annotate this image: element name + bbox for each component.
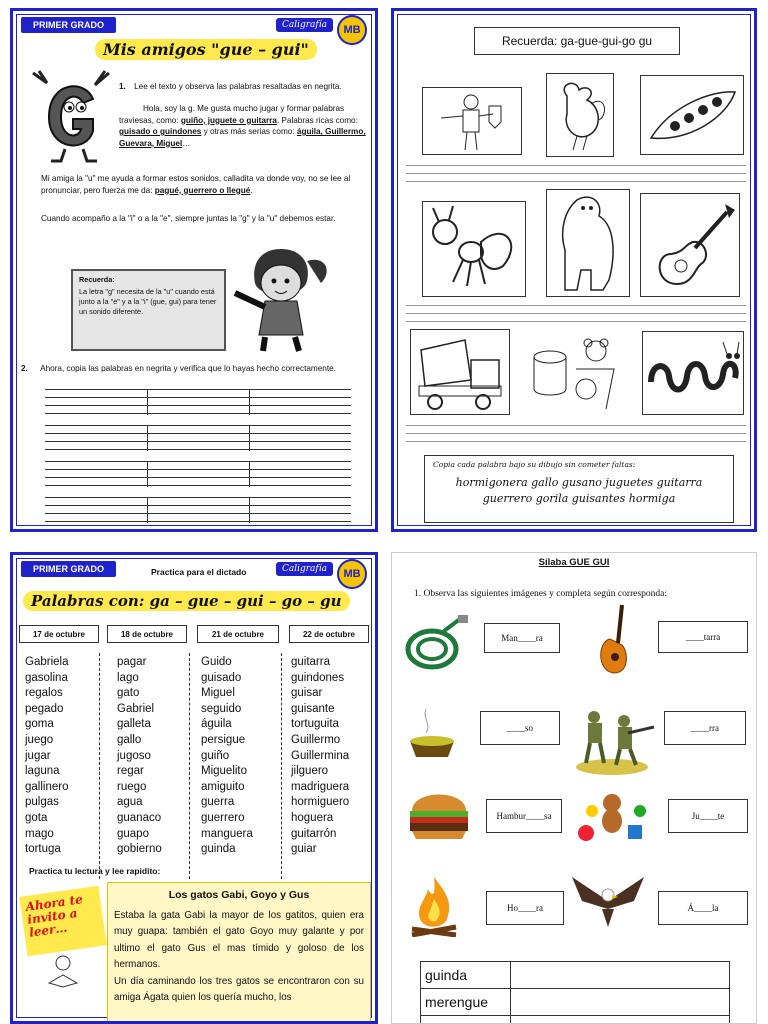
word-item: gallo — [117, 733, 142, 746]
q1-instruction: Lee el texto y observa las palabras resaltadas en negrita. — [134, 82, 342, 91]
word-item: persigue — [201, 733, 246, 746]
dictation-subtitle: Practica para el dictado — [151, 567, 247, 577]
table-row — [421, 962, 730, 989]
table-write-cell[interactable] — [511, 962, 730, 989]
gallo-picture — [546, 73, 614, 157]
word-item: tortuga — [25, 843, 61, 856]
word-box-hamburguesa[interactable]: Hambur____sa — [486, 799, 562, 833]
word-item: guisado — [201, 671, 242, 684]
q1-number: 1. — [119, 82, 126, 91]
gusano-picture — [642, 331, 744, 415]
word-item: Gabriela — [25, 656, 69, 668]
soldiers-picture — [568, 697, 658, 779]
word-item: lago — [117, 671, 139, 684]
word-box-guerra[interactable]: ____rra — [664, 711, 746, 745]
table-row — [421, 1016, 730, 1024]
word-item: seguido — [201, 702, 242, 715]
word-item: gato — [117, 687, 140, 700]
word-item: Guillermo — [291, 733, 341, 746]
word-item: jugar — [25, 749, 51, 762]
word-item: jugoso — [117, 749, 151, 762]
date-box-4: 22 de octubre — [289, 625, 369, 643]
worksheet-page-4 — [391, 552, 757, 1024]
practice-instruction: Practica tu lectura y lee rapidito: — [29, 866, 161, 876]
guitarra-picture — [640, 193, 740, 297]
gorila-picture — [546, 189, 630, 297]
word-item: jilguero — [291, 765, 329, 778]
grade-label: PRIMER GRADO — [21, 561, 116, 577]
word-box-manguera[interactable]: Man____ra — [484, 623, 560, 653]
recuerda-text: La letra "g" necesita de la "u" cuando está junto a la "e" y a la "i" (gue, gui) para tener un sonido diferente. — [79, 287, 217, 316]
word-item: ruego — [117, 780, 147, 793]
guitarra-picture — [588, 601, 638, 681]
recuerda-syllables-box: Recuerda: ga-gue-gui-go gu — [474, 27, 680, 55]
page-title: Sílaba GUE GUI — [538, 557, 610, 568]
guisante-picture — [640, 75, 744, 155]
word-item: guitarrón — [291, 827, 337, 840]
word-item: laguna — [25, 765, 60, 778]
word-item: juego — [25, 733, 54, 746]
word-item: gallinero — [25, 780, 69, 793]
page-title: Palabras con: ga – gue – gui – go – gu — [23, 591, 350, 611]
column-divider — [189, 653, 190, 879]
word-item: hormiguero — [291, 796, 350, 809]
word-column-2 — [117, 655, 162, 858]
word-item: guiar — [291, 843, 317, 856]
writing-lines-4[interactable] — [45, 497, 351, 523]
letter-g-character-image — [29, 69, 115, 165]
word-item: pegado — [25, 702, 64, 715]
recuerda-title: Recuerda: — [79, 275, 115, 284]
words-line-1: hormigonera gallo gusano juguetes guitarra — [455, 476, 703, 489]
word-item: manguera — [201, 827, 253, 840]
table-word: merengue — [421, 989, 511, 1016]
word-item: mago — [25, 827, 54, 840]
word-item: pagar — [117, 656, 147, 668]
word-item: Gabriel — [117, 702, 155, 715]
paragraph-1: Hola, soy la g. Me gusta mucho jugar y formar palabras traviesas, como: guiño, juguete o guitarra. Palabras ricas como: guisado o guindones y otras más serias como: águila, Guillermo, Guevara, Miguel… — [119, 104, 366, 148]
word-item: guinda — [201, 843, 236, 856]
writing-lines-3[interactable] — [45, 461, 351, 487]
writing-lines-1[interactable] — [45, 389, 351, 415]
juguetes-picture — [572, 789, 652, 847]
word-column-3 — [201, 655, 253, 858]
word-item: guerra — [201, 796, 235, 809]
word-item: galleta — [117, 718, 151, 731]
word-item: gota — [25, 811, 48, 824]
q2-number: 2. — [21, 364, 28, 373]
table-write-cell[interactable] — [511, 1016, 730, 1024]
word-box-aguila[interactable]: Á____la — [658, 891, 748, 925]
words-line-2: guerrero gorila guisantes hormiga — [482, 492, 676, 505]
word-column-4 — [291, 655, 349, 858]
word-item: tortuguita — [291, 718, 339, 731]
word-item: águila — [201, 718, 232, 731]
mb-logo: MB — [337, 15, 367, 45]
exercise-instruction: 1. Observa las siguientes imágenes y completa según corresponda: — [414, 589, 667, 599]
story-paragraph-2: Un día caminando los tres gatos se encontraron con su amiga Ágata quien los quería mucho, los — [114, 975, 364, 1003]
page-title: Mis amigos "gue – gui" — [95, 39, 317, 60]
table-word — [421, 1016, 511, 1024]
copy-words-box — [424, 455, 734, 523]
reading-child-icon — [43, 953, 83, 989]
story-box — [107, 882, 371, 1024]
word-item: guitarra — [291, 656, 330, 668]
word-item: amiguito — [201, 780, 245, 793]
juguetes-picture — [526, 329, 624, 415]
table-write-cell[interactable] — [511, 989, 730, 1016]
word-item: gobierno — [117, 843, 162, 856]
word-item: guapo — [117, 827, 149, 840]
caligrafia-label: Caligrafía — [276, 562, 333, 576]
worksheet-page-1 — [10, 8, 378, 532]
invite-to-read-banner: Ahora te invito a leer… — [19, 886, 107, 957]
recuerda-box — [71, 269, 226, 351]
hormiga-picture — [422, 201, 526, 297]
table-word: guinda — [421, 962, 511, 989]
word-item: Miguel — [201, 687, 235, 700]
word-item: Miguelito — [201, 765, 248, 778]
column-divider — [99, 653, 100, 879]
writing-lines-2[interactable] — [45, 425, 351, 451]
word-item: regar — [117, 765, 144, 778]
word-box-guitarra[interactable]: ____tarra — [658, 621, 748, 653]
story-title: Los gatos Gabi, Goyo y Gus — [168, 889, 310, 901]
word-item: guisante — [291, 702, 335, 715]
word-item: pulgas — [25, 796, 59, 809]
word-item: guanaco — [117, 811, 162, 824]
grade-label: PRIMER GRADO — [21, 17, 116, 33]
mb-logo: MB — [337, 559, 367, 589]
q2-instruction: Ahora, copia las palabras en negrita y verifica que lo hayas hecho correctamente. — [40, 364, 336, 373]
story-paragraph-1: Estaba la gata Gabi la mayor de los gatitos, quien era muy guapa: también el gato Goyo muy galante y por ultimo el gato Gus el mas tímido y goloso de los hermanos. — [114, 909, 364, 970]
word-box-hoguera[interactable]: Ho____ra — [486, 891, 564, 925]
word-item: hoguera — [291, 811, 334, 824]
hoguera-picture — [406, 873, 462, 937]
date-box-1: 17 de octubre — [19, 625, 99, 643]
word-box-guiso[interactable]: ____so — [480, 711, 560, 745]
paragraph-2: Mi amiga la "u" me ayuda a formar estos sonidos, calladita va donde voy, no se lee al pronunciar, pero fuerza me da: pagué, guerrero o llegué. — [41, 174, 351, 195]
table-row — [421, 989, 730, 1016]
date-box-3: 21 de octubre — [197, 625, 279, 643]
hormigonera-picture — [410, 329, 510, 415]
words-table — [420, 961, 730, 1024]
paragraph-3: Cuando acompaño a la "i" o a la "e", siempre juntas la "g" y la "u" debemos estar. — [41, 214, 336, 223]
girl-pointing-image — [221, 243, 341, 355]
caligrafia-label: Caligrafía — [276, 18, 333, 32]
word-item: agua — [117, 796, 143, 809]
word-item: Guillermina — [291, 749, 350, 762]
word-box-juguete[interactable]: Ju____te — [668, 799, 748, 833]
word-item: goma — [25, 718, 54, 731]
column-divider — [281, 653, 282, 879]
manguera-picture — [404, 611, 472, 673]
sopa-picture — [404, 701, 460, 763]
worksheet-page-2 — [391, 8, 757, 532]
aguila-picture — [568, 871, 648, 933]
word-item: guisar — [291, 687, 323, 700]
copy-instruction: Copia cada palabra bajo su dibujo sin cometer faltas: — [433, 460, 636, 469]
word-item: guindones — [291, 671, 345, 684]
word-item: Guido — [201, 656, 232, 668]
word-item: guerrero — [201, 811, 245, 824]
date-box-2: 18 de octubre — [107, 625, 187, 643]
word-column-1 — [25, 655, 68, 858]
word-item: guiño — [201, 749, 230, 762]
hamburguesa-picture — [406, 783, 472, 843]
word-item: regalos — [25, 687, 63, 700]
guerrero-picture — [422, 87, 522, 155]
word-item: madriguera — [291, 780, 350, 793]
worksheet-page-3 — [10, 552, 378, 1024]
word-item: gasolina — [25, 671, 68, 684]
